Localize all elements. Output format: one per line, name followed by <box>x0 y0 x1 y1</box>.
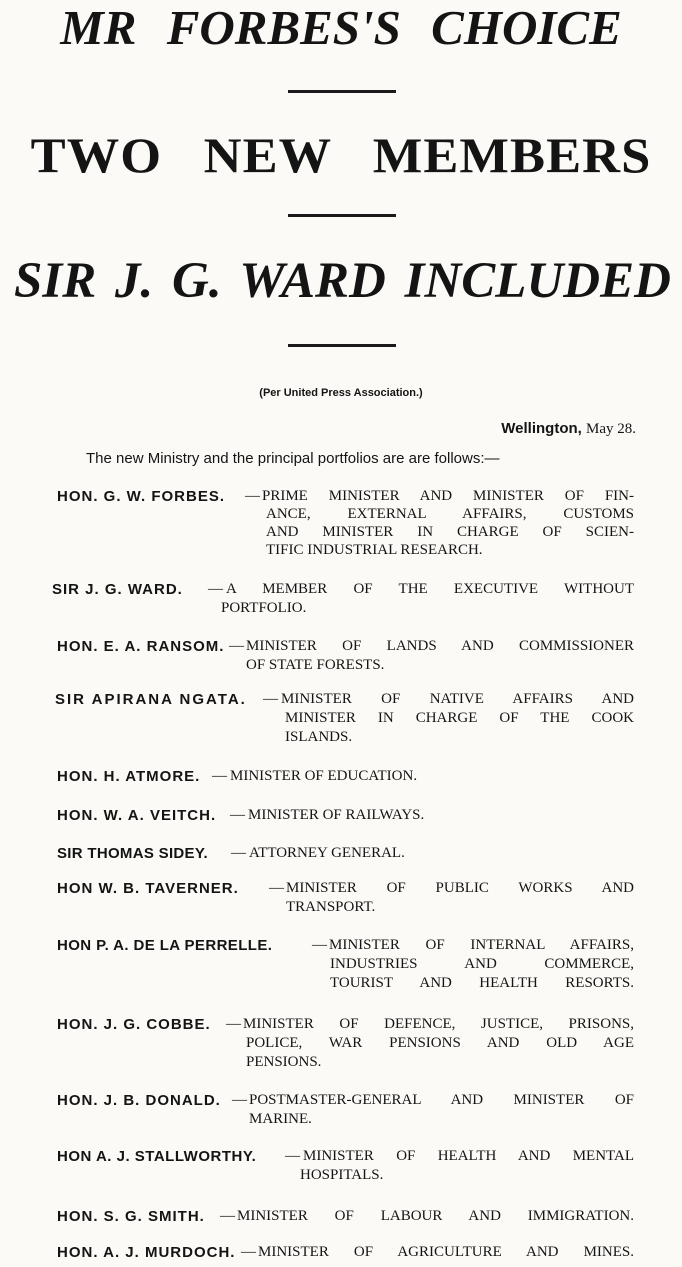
portfolio-line: PORTFOLIO. <box>221 600 307 616</box>
portfolio-line: MINISTER OF DEFENCE, JUSTICE, PRISONS, <box>243 1016 634 1032</box>
portfolio-line: PENSIONS. <box>246 1054 322 1070</box>
portfolio-line: MINISTER IN CHARGE OF THE COOK <box>285 710 634 726</box>
headline-rule-2 <box>288 214 396 217</box>
minister-name: HON. H. ATMORE. <box>57 768 201 785</box>
portfolio-line: ISLANDS. <box>285 729 353 745</box>
minister-name: HON. A. J. MURDOCH. <box>57 1244 236 1261</box>
minister-name: SIR THOMAS SIDEY. <box>57 845 208 862</box>
dash-separator: — <box>208 581 223 597</box>
minister-name: HON W. B. TAVERNER. <box>57 880 239 897</box>
portfolio-line: OF STATE FORESTS. <box>246 657 385 673</box>
portfolio-line: MINISTER OF HEALTH AND MENTAL <box>303 1148 634 1164</box>
minister-name: HON. J. B. DONALD. <box>57 1092 221 1109</box>
dateline-place: Wellington, <box>501 420 582 437</box>
dash-separator: — <box>220 1208 235 1224</box>
portfolio-line: ATTORNEY GENERAL. <box>249 845 405 861</box>
portfolio-line: MINISTER OF NATIVE AFFAIRS AND <box>281 691 634 707</box>
minister-name: HON P. A. DE LA PERRELLE. <box>57 937 273 954</box>
minister-name: HON. G. W. FORBES. <box>57 488 226 505</box>
portfolio-line: TRANSPORT. <box>286 899 376 915</box>
headline-rule-1 <box>288 90 396 93</box>
dash-separator: — <box>263 691 278 707</box>
portfolio-line: MARINE. <box>249 1111 312 1127</box>
portfolio-line: MINISTER OF LANDS AND COMMISSIONER <box>246 638 634 654</box>
dash-separator: — <box>230 807 245 823</box>
portfolio-line: ANCE, EXTERNAL AFFAIRS, CUSTOMS <box>266 506 634 522</box>
dash-separator: — <box>269 880 284 896</box>
minister-name: HON. J. G. COBBE. <box>57 1016 211 1033</box>
dash-separator: — <box>231 845 246 861</box>
portfolio-line: MINISTER OF LABOUR AND IMMIGRATION. <box>237 1208 634 1224</box>
dateline <box>501 420 636 438</box>
portfolio-line: MINISTER OF PUBLIC WORKS AND <box>286 880 634 896</box>
portfolio-line: POSTMASTER-GENERAL AND MINISTER OF <box>249 1092 634 1108</box>
minister-name: HON. S. G. SMITH. <box>57 1208 205 1225</box>
minister-name: HON A. J. STALLWORTHY. <box>57 1148 257 1165</box>
portfolio-line: TOURIST AND HEALTH RESORTS. <box>330 975 634 991</box>
dash-separator: — <box>212 768 227 784</box>
dash-separator: — <box>285 1148 300 1164</box>
headline-line-2: TWO NEW MEMBERS <box>30 127 652 183</box>
headline-line-3: SIR J. G. WARD INCLUDED <box>14 253 671 309</box>
portfolio-line: MINISTER OF AGRICULTURE AND MINES. <box>258 1244 634 1260</box>
intro-paragraph: The new Ministry and the principal portfolios are are follows:— <box>86 450 500 467</box>
dateline-date: May 28. <box>586 421 636 437</box>
dash-separator: — <box>229 638 244 654</box>
minister-name: SIR J. G. WARD. <box>52 581 183 598</box>
dash-separator: — <box>226 1016 241 1032</box>
portfolio-line: HOSPITALS. <box>300 1167 384 1183</box>
press-credit: (Per United Press Association.) <box>259 387 423 399</box>
dash-separator: — <box>232 1092 247 1108</box>
portfolio-line: INDUSTRIES AND COMMERCE, <box>330 956 634 972</box>
minister-name: HON. E. A. RANSOM. <box>57 638 225 655</box>
minister-name: HON. W. A. VEITCH. <box>57 807 217 824</box>
minister-name: SIR APIRANA NGATA. <box>55 691 247 708</box>
portfolio-line: MINISTER OF RAILWAYS. <box>248 807 425 823</box>
dash-separator: — <box>312 937 327 953</box>
portfolio-line: AND MINISTER IN CHARGE OF SCIEN- <box>266 524 634 540</box>
portfolio-line: PRIME MINISTER AND MINISTER OF FIN- <box>262 488 634 504</box>
portfolio-line: MINISTER OF INTERNAL AFFAIRS, <box>329 937 634 953</box>
portfolio-line: POLICE, WAR PENSIONS AND OLD AGE <box>246 1035 634 1051</box>
dash-separator: — <box>245 488 260 504</box>
portfolio-line: TIFIC INDUSTRIAL RESEARCH. <box>266 542 483 558</box>
portfolio-line: MINISTER OF EDUCATION. <box>230 768 418 784</box>
portfolio-line: A MEMBER OF THE EXECUTIVE WITHOUT <box>226 581 634 597</box>
headline-rule-3 <box>288 344 396 347</box>
dash-separator: — <box>241 1244 256 1260</box>
headline-line-1: MR FORBES'S CHOICE <box>60 0 622 55</box>
